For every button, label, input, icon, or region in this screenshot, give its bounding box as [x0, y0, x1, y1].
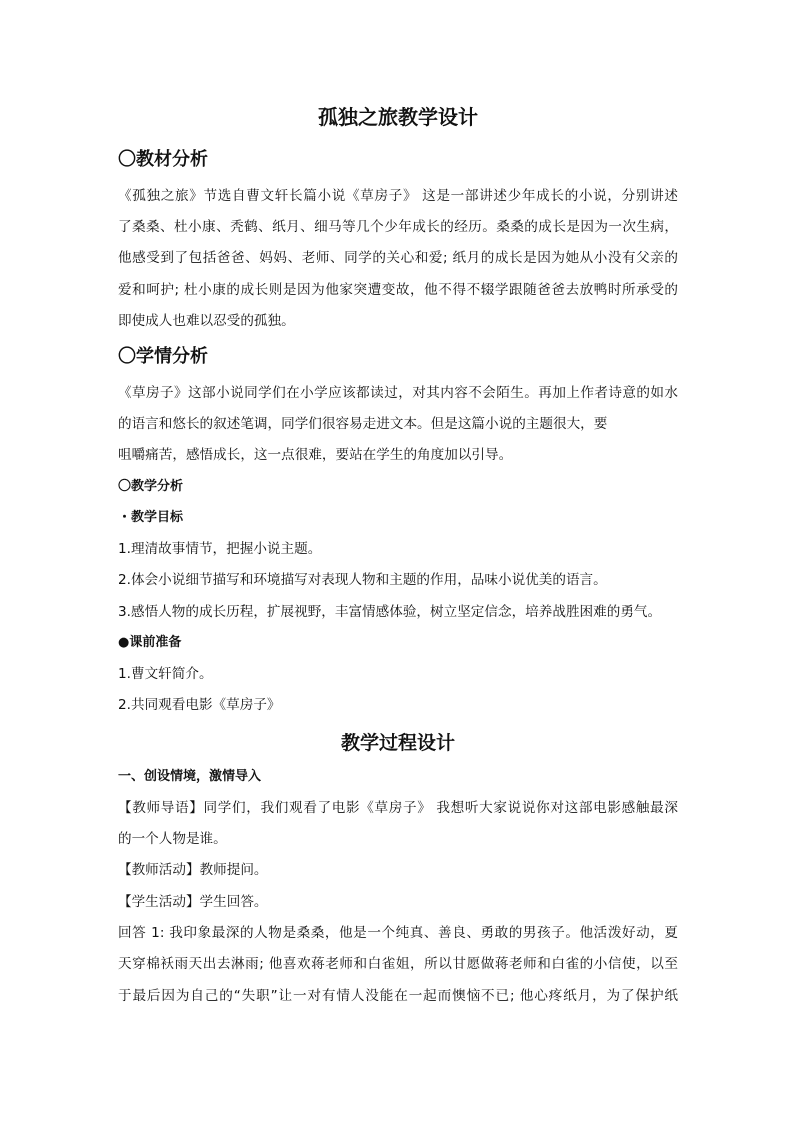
paragraph-line: 即使成人也难以忍受的孤独。 [118, 313, 295, 329]
paragraph-line: 的语言和悠长的叙述笔调，同学们很容易走进文本。但是这篇小说的主题很大，要 [118, 416, 608, 432]
paragraph-line: 他感受到了包括爸爸、妈妈、老师、同学的关心和爱; 纸月的成长是因为她从小没有父亲的 [118, 250, 678, 266]
student-activity: 【学生活动】学生回答。 [118, 894, 268, 910]
preparation-item: 1.曹文轩简介。 [118, 666, 213, 682]
teacher-activity: 【教师活动】教师提问。 [118, 862, 268, 878]
section-heading-learner-analysis: 〇学情分析 [118, 346, 208, 367]
paragraph-line: 《草房子》这部小说同学们在小学应该都读过，对其内容不会陌生。再加上作者诗意的如水 [118, 385, 678, 401]
goal-item: 3.感悟人物的成长历程，扩展视野，丰富情感体验，树立坚定信念，培养战胜困难的勇气。 [118, 604, 662, 620]
document-title: 孤独之旅教学设计 [318, 105, 478, 129]
goal-item: 1.理清故事情节，把握小说主题。 [118, 541, 322, 557]
paragraph-line: 了桑桑、杜小康、秃鹤、纸月、细马等几个少年成长的经历。桑桑的成长是因为一次生病， [118, 219, 678, 235]
process-title: 教学过程设计 [340, 732, 455, 754]
step-heading: 一、创设情境，激情导入 [118, 769, 262, 784]
paragraph-line: 的一个人物是谁。 [118, 831, 227, 847]
sub-heading-teaching-goals: ・教学目标 [118, 510, 184, 525]
preparation-item: 2.共同观看电影《草房子》 [118, 697, 281, 713]
paragraph-line: 回答 1: 我印象最深的人物是桑桑，他是一个纯真、善良、勇敢的男孩子。他活泼好动，夏 [118, 925, 678, 941]
paragraph-line: 《孤独之旅》节选自曹文轩长篇小说《草房子》 这是一部讲述少年成长的小说，分别讲述 [118, 188, 678, 204]
goal-item: 2.体会小说细节描写和环境描写对表现人物和主题的作用，品味小说优美的语言。 [118, 572, 607, 588]
paragraph-line: 天穿棉袄雨天出去淋雨; 他喜欢蒋老师和白雀姐，所以甘愿做蒋老师和白雀的小信使，以至 [118, 956, 678, 972]
section-heading-teaching-analysis: 〇教学分析 [118, 479, 184, 494]
paragraph-line: 爱和呵护; 杜小康的成长则是因为他家突遭变故，他不得不辍学跟随爸爸去放鸭时所承受的 [118, 282, 678, 298]
paragraph-line: 【教师导语】同学们，我们观看了电影《草房子》 我想听大家说说你对这部电影感触最深 [118, 800, 678, 816]
section-heading-preparation: ●课前准备 [118, 635, 182, 650]
section-heading-textbook-analysis: 〇教材分析 [118, 149, 208, 170]
paragraph-line: 咀嚼痛苦，感悟成长，这一点很难，要站在学生的角度加以引导。 [118, 447, 513, 463]
paragraph-line: 于最后因为自己的“失职”让一对有情人没能在一起而懊恼不已; 他心疼纸月，为了保护纸 [118, 988, 678, 1004]
